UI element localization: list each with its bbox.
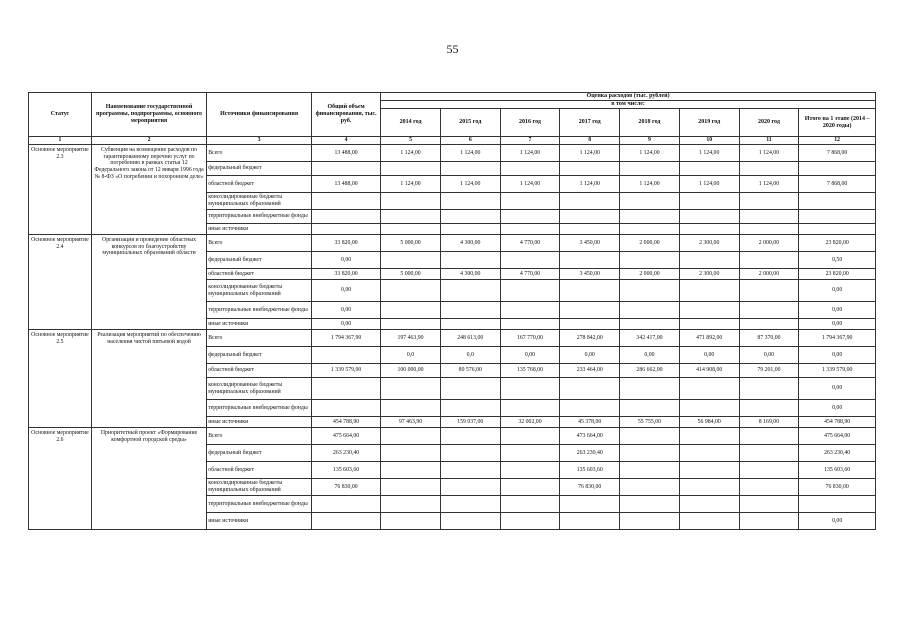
year-value-cell: 4 770,00	[500, 269, 560, 280]
year-value-cell: 1 124,00	[560, 176, 620, 193]
year-value-cell	[739, 378, 799, 400]
total-cell	[312, 347, 381, 364]
total-cell: 135 603,60	[312, 462, 381, 479]
year-value-cell	[440, 378, 500, 400]
header-year: 2018 год	[620, 109, 680, 137]
source-cell: территориальные внебюджетные фонды	[207, 496, 312, 513]
year-value-cell	[500, 162, 560, 176]
year-value-cell: 286 662,00	[620, 364, 680, 378]
total-cell: 33 820,00	[312, 235, 381, 252]
year-value-cell: 76 830,00	[560, 479, 620, 496]
year-value-cell: 1 124,00	[500, 145, 560, 162]
year-value-cell: 97 463,90	[381, 417, 441, 428]
year-value-cell	[739, 224, 799, 235]
year-value-cell	[500, 210, 560, 224]
measure-name-cell: Приоритетный проект «Формирование комфортной городской среды»	[91, 428, 206, 530]
year-value-cell	[560, 513, 620, 530]
table-row	[29, 330, 876, 347]
year-value-cell	[739, 479, 799, 496]
year-value-cell	[679, 513, 739, 530]
year-value-cell	[620, 428, 680, 445]
page-number: 55	[446, 42, 459, 56]
total-cell	[312, 496, 381, 513]
total-cell	[312, 400, 381, 417]
year-value-cell	[440, 513, 500, 530]
year-value-cell: 0,0	[440, 347, 500, 364]
total-cell: 13 488,00	[312, 176, 381, 193]
table-row	[29, 145, 876, 162]
year-value-cell: 0,0	[381, 347, 441, 364]
header-including: в том числе:	[381, 101, 876, 109]
stage-total-cell: 454 788,90	[799, 417, 876, 428]
year-value-cell: 1 124,00	[500, 176, 560, 193]
stage-total-cell: 0,00	[799, 378, 876, 400]
year-value-cell	[500, 224, 560, 235]
header-stage-total: Итого на 1 этапе (2014 – 2020 годы)	[799, 109, 876, 137]
year-value-cell: 263 230,40	[560, 445, 620, 462]
year-value-cell: 1 124,00	[679, 145, 739, 162]
year-value-cell: 8 169,00	[739, 417, 799, 428]
source-cell: Всего	[207, 330, 312, 347]
year-value-cell: 1 124,00	[620, 145, 680, 162]
year-value-cell: 1 124,00	[739, 176, 799, 193]
year-value-cell	[679, 445, 739, 462]
year-value-cell	[739, 252, 799, 269]
year-value-cell: 4 300,00	[440, 269, 500, 280]
total-cell: 0,00	[312, 302, 381, 319]
year-value-cell	[381, 252, 441, 269]
year-value-cell	[381, 224, 441, 235]
source-cell: федеральный бюджет	[207, 347, 312, 364]
year-value-cell	[560, 280, 620, 302]
source-cell: консолидированные бюджеты муниципальных образований	[207, 378, 312, 400]
column-number: 12	[799, 137, 876, 145]
year-value-cell	[560, 252, 620, 269]
source-cell: иные источники	[207, 319, 312, 330]
year-value-cell	[440, 462, 500, 479]
column-number: 11	[739, 137, 799, 145]
year-value-cell	[620, 193, 680, 210]
total-cell: 0,00	[312, 252, 381, 269]
year-value-cell	[560, 210, 620, 224]
year-value-cell	[440, 479, 500, 496]
year-value-cell	[381, 193, 441, 210]
year-value-cell: 0,00	[679, 347, 739, 364]
year-value-cell	[620, 445, 680, 462]
stage-total-cell: 23 820,00	[799, 269, 876, 280]
year-value-cell	[381, 496, 441, 513]
year-value-cell	[381, 280, 441, 302]
source-cell: территориальные внебюджетные фонды	[207, 210, 312, 224]
total-cell: 1 794 367,90	[312, 330, 381, 347]
source-cell: консолидированные бюджеты муниципальных образований	[207, 280, 312, 302]
source-cell: Всего	[207, 235, 312, 252]
stage-total-cell	[799, 224, 876, 235]
year-value-cell: 414 908,00	[679, 364, 739, 378]
year-value-cell: 87 370,00	[739, 330, 799, 347]
year-value-cell	[560, 193, 620, 210]
column-number: 4	[312, 137, 381, 145]
year-value-cell	[381, 462, 441, 479]
year-value-cell: 4 300,00	[440, 235, 500, 252]
year-value-cell: 0,00	[620, 347, 680, 364]
year-value-cell	[620, 210, 680, 224]
year-value-cell	[679, 280, 739, 302]
year-value-cell: 471 892,00	[679, 330, 739, 347]
year-value-cell	[500, 428, 560, 445]
measure-name-cell: Организация и проведение областных конкурсов по благоустройству муниципальных образований области	[91, 235, 206, 330]
year-value-cell: 4 770,00	[500, 235, 560, 252]
column-number: 8	[560, 137, 620, 145]
year-value-cell	[620, 280, 680, 302]
year-value-cell: 1 124,00	[739, 145, 799, 162]
source-cell: областной бюджет	[207, 176, 312, 193]
year-value-cell	[381, 319, 441, 330]
stage-total-cell	[799, 496, 876, 513]
column-number: 7	[500, 137, 560, 145]
year-value-cell	[620, 400, 680, 417]
year-value-cell: 89 576,00	[440, 364, 500, 378]
year-value-cell	[500, 378, 560, 400]
year-value-cell: 248 613,00	[440, 330, 500, 347]
year-value-cell	[560, 302, 620, 319]
source-cell: Всего	[207, 428, 312, 445]
table-row	[29, 235, 876, 252]
year-value-cell	[440, 496, 500, 513]
financing-table	[28, 92, 876, 530]
year-value-cell	[500, 445, 560, 462]
total-cell: 76 830,00	[312, 479, 381, 496]
year-value-cell: 2 300,00	[679, 269, 739, 280]
year-value-cell	[440, 224, 500, 235]
column-number: 5	[381, 137, 441, 145]
year-value-cell	[560, 224, 620, 235]
total-cell: 0,00	[312, 319, 381, 330]
year-value-cell: 135 768,00	[500, 364, 560, 378]
year-value-cell	[440, 302, 500, 319]
year-value-cell	[500, 513, 560, 530]
header-source: Источники финансирования	[207, 93, 312, 137]
status-cell: Основное мероприятие 2.3	[29, 145, 92, 235]
stage-total-cell: 0,00	[799, 347, 876, 364]
year-value-cell	[381, 378, 441, 400]
total-cell	[312, 162, 381, 176]
measure-name-cell: Реализация мероприятий по обеспечению населения чистой питьевой водой	[91, 330, 206, 428]
year-value-cell	[500, 496, 560, 513]
year-value-cell	[500, 400, 560, 417]
year-value-cell	[500, 193, 560, 210]
year-value-cell	[440, 162, 500, 176]
year-value-cell: 1 124,00	[381, 176, 441, 193]
year-value-cell	[560, 378, 620, 400]
total-cell: 13 488,00	[312, 145, 381, 162]
stage-total-cell: 0,00	[799, 319, 876, 330]
total-cell	[312, 210, 381, 224]
year-value-cell	[620, 302, 680, 319]
year-value-cell	[739, 428, 799, 445]
year-value-cell: 56 984,00	[679, 417, 739, 428]
stage-total-cell: 0,00	[799, 302, 876, 319]
year-value-cell: 79 201,00	[739, 364, 799, 378]
year-value-cell	[620, 162, 680, 176]
year-value-cell	[679, 319, 739, 330]
status-cell: Основное мероприятие 2.4	[29, 235, 92, 330]
year-value-cell: 167 770,00	[500, 330, 560, 347]
year-value-cell: 1 124,00	[440, 176, 500, 193]
year-value-cell	[440, 428, 500, 445]
total-cell: 0,00	[312, 280, 381, 302]
year-value-cell: 473 664,00	[560, 428, 620, 445]
year-value-cell: 0,00	[560, 347, 620, 364]
year-value-cell: 5 000,00	[381, 235, 441, 252]
header-estimate: Оценка расходов (тыс. рублей)	[381, 93, 876, 101]
stage-total-cell: 23 820,00	[799, 235, 876, 252]
year-value-cell	[500, 462, 560, 479]
year-value-cell	[381, 428, 441, 445]
year-value-cell: 45 378,00	[560, 417, 620, 428]
year-value-cell	[560, 319, 620, 330]
stage-total-cell: 1 339 579,00	[799, 364, 876, 378]
source-cell: областной бюджет	[207, 269, 312, 280]
year-value-cell	[440, 319, 500, 330]
year-value-cell	[381, 400, 441, 417]
stage-total-cell: 7 868,00	[799, 145, 876, 162]
source-cell: иные источники	[207, 513, 312, 530]
year-value-cell: 1 124,00	[620, 176, 680, 193]
year-value-cell	[679, 378, 739, 400]
header-year: 2016 год	[500, 109, 560, 137]
year-value-cell	[381, 479, 441, 496]
header-name: Наименование государственной программы, подпрограммы, основного мероприятия	[91, 93, 206, 137]
year-value-cell	[500, 319, 560, 330]
year-value-cell	[739, 193, 799, 210]
year-value-cell: 3 450,00	[560, 269, 620, 280]
year-value-cell	[679, 210, 739, 224]
year-value-cell	[560, 496, 620, 513]
source-cell: консолидированные бюджеты муниципальных образований	[207, 479, 312, 496]
year-value-cell: 2 300,00	[679, 235, 739, 252]
column-number: 1	[29, 137, 92, 145]
stage-total-cell	[799, 210, 876, 224]
year-value-cell: 2 000,00	[739, 235, 799, 252]
source-cell: областной бюджет	[207, 364, 312, 378]
year-value-cell	[739, 513, 799, 530]
year-value-cell	[620, 513, 680, 530]
year-value-cell: 2 000,00	[739, 269, 799, 280]
year-value-cell	[739, 210, 799, 224]
header-year: 2020 год	[739, 109, 799, 137]
year-value-cell: 3 450,00	[560, 235, 620, 252]
year-value-cell: 0,00	[500, 347, 560, 364]
year-value-cell	[620, 252, 680, 269]
year-value-cell	[381, 302, 441, 319]
source-cell: консолидированные бюджеты муниципальных образований	[207, 193, 312, 210]
year-value-cell	[679, 302, 739, 319]
stage-total-cell: 135 603,60	[799, 462, 876, 479]
year-value-cell: 135 603,60	[560, 462, 620, 479]
year-value-cell	[679, 224, 739, 235]
stage-total-cell: 0,00	[799, 400, 876, 417]
year-value-cell	[620, 224, 680, 235]
year-value-cell	[739, 496, 799, 513]
year-value-cell	[739, 280, 799, 302]
total-cell: 33 820,00	[312, 269, 381, 280]
status-cell: Основное мероприятие 2.6	[29, 428, 92, 530]
year-value-cell: 0,00	[739, 347, 799, 364]
year-value-cell: 342 417,00	[620, 330, 680, 347]
stage-total-cell: 0,00	[799, 280, 876, 302]
source-cell: Всего	[207, 145, 312, 162]
year-value-cell	[440, 445, 500, 462]
stage-total-cell: 0,50	[799, 252, 876, 269]
year-value-cell: 55 755,00	[620, 417, 680, 428]
stage-total-cell: 263 230,40	[799, 445, 876, 462]
stage-total-cell: 76 830,00	[799, 479, 876, 496]
status-cell: Основное мероприятие 2.5	[29, 330, 92, 428]
year-value-cell	[679, 496, 739, 513]
table-row	[29, 428, 876, 445]
year-value-cell: 32 002,00	[500, 417, 560, 428]
year-value-cell	[500, 280, 560, 302]
total-cell: 263 230,40	[312, 445, 381, 462]
stage-total-cell: 7 868,00	[799, 176, 876, 193]
year-value-cell	[500, 479, 560, 496]
header-total: Общий объем финансирования, тыс. руб.	[312, 93, 381, 137]
year-value-cell: 1 124,00	[440, 145, 500, 162]
column-number: 9	[620, 137, 680, 145]
year-value-cell	[440, 400, 500, 417]
column-number: 3	[207, 137, 312, 145]
total-cell	[312, 513, 381, 530]
year-value-cell: 2 000,00	[620, 235, 680, 252]
source-cell: федеральный бюджет	[207, 252, 312, 269]
column-number: 10	[679, 137, 739, 145]
year-value-cell: 2 000,00	[620, 269, 680, 280]
source-cell: территориальные внебюджетные фонды	[207, 400, 312, 417]
column-number: 2	[91, 137, 206, 145]
year-value-cell	[620, 462, 680, 479]
year-value-cell	[500, 252, 560, 269]
total-cell	[312, 378, 381, 400]
year-value-cell	[560, 162, 620, 176]
year-value-cell	[679, 162, 739, 176]
total-cell: 1 339 579,00	[312, 364, 381, 378]
year-value-cell	[739, 445, 799, 462]
year-value-cell	[440, 252, 500, 269]
stage-total-cell: 475 664,00	[799, 428, 876, 445]
header-year: 2015 год	[440, 109, 500, 137]
year-value-cell	[440, 193, 500, 210]
year-value-cell	[739, 462, 799, 479]
year-value-cell	[679, 400, 739, 417]
year-value-cell	[739, 400, 799, 417]
year-value-cell	[381, 162, 441, 176]
column-number-row	[29, 137, 876, 145]
year-value-cell: 278 842,00	[560, 330, 620, 347]
year-value-cell	[739, 162, 799, 176]
year-value-cell: 100 000,00	[381, 364, 441, 378]
year-value-cell: 197 463,90	[381, 330, 441, 347]
header-year: 2019 год	[679, 109, 739, 137]
year-value-cell	[679, 252, 739, 269]
stage-total-cell	[799, 193, 876, 210]
header-status: Статус	[29, 93, 92, 137]
column-number: 6	[440, 137, 500, 145]
year-value-cell	[440, 280, 500, 302]
year-value-cell	[679, 462, 739, 479]
year-value-cell: 1 124,00	[381, 145, 441, 162]
source-cell: федеральный бюджет	[207, 162, 312, 176]
year-value-cell	[620, 496, 680, 513]
year-value-cell: 233 464,00	[560, 364, 620, 378]
total-cell	[312, 224, 381, 235]
year-value-cell: 159 037,00	[440, 417, 500, 428]
year-value-cell	[560, 400, 620, 417]
year-value-cell	[381, 445, 441, 462]
year-value-cell	[679, 193, 739, 210]
year-value-cell	[739, 319, 799, 330]
stage-total-cell	[799, 162, 876, 176]
source-cell: иные источники	[207, 224, 312, 235]
year-value-cell	[739, 302, 799, 319]
year-value-cell	[620, 378, 680, 400]
measure-name-cell: Субвенция на возмещение расходов по гарантированному перечню услуг по погребению в рамках статьи 12 Федерального закона от 12 января 1996 года № 8-ФЗ «О погребении и похоронном деле»	[91, 145, 206, 235]
year-value-cell	[500, 302, 560, 319]
year-value-cell: 1 124,00	[560, 145, 620, 162]
stage-total-cell: 1 794 367,90	[799, 330, 876, 347]
total-cell: 454 788,90	[312, 417, 381, 428]
source-cell: федеральный бюджет	[207, 445, 312, 462]
year-value-cell	[679, 479, 739, 496]
total-cell	[312, 193, 381, 210]
header-year: 2014 год	[381, 109, 441, 137]
year-value-cell	[679, 428, 739, 445]
stage-total-cell: 0,00	[799, 513, 876, 530]
source-cell: областной бюджет	[207, 462, 312, 479]
source-cell: территориальные внебюджетные фонды	[207, 302, 312, 319]
year-value-cell	[440, 210, 500, 224]
year-value-cell	[620, 319, 680, 330]
year-value-cell	[620, 479, 680, 496]
year-value-cell	[381, 513, 441, 530]
year-value-cell	[381, 210, 441, 224]
source-cell: иные источники	[207, 417, 312, 428]
total-cell: 475 664,00	[312, 428, 381, 445]
year-value-cell: 1 124,00	[679, 176, 739, 193]
header-year: 2017 год	[560, 109, 620, 137]
year-value-cell: 5 000,00	[381, 269, 441, 280]
